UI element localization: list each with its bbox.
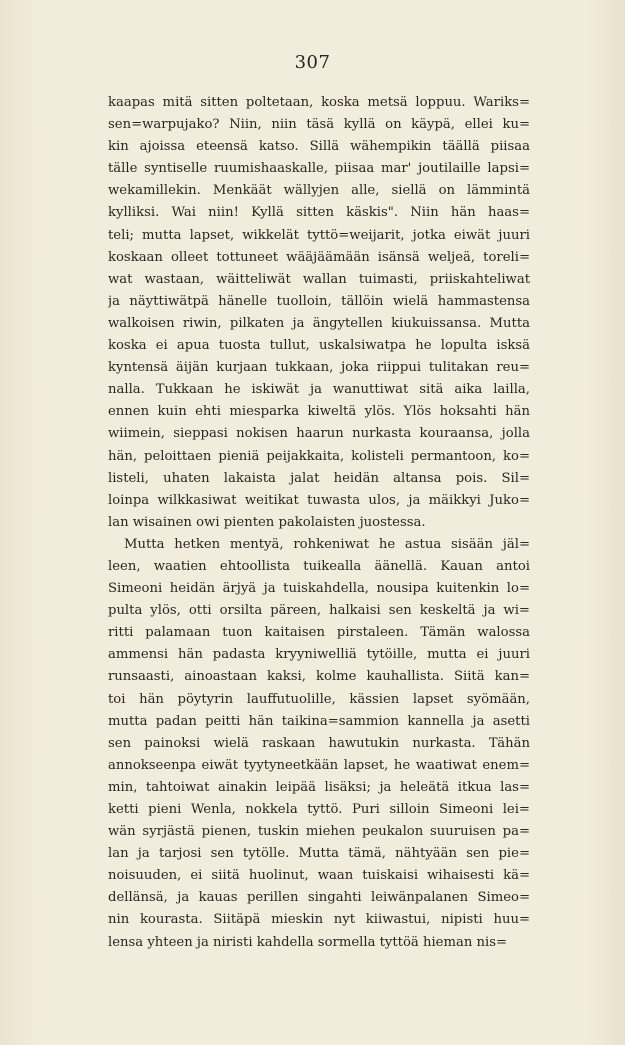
text-line: lensa yhteen ja niristi kahdella sormella tyttöä hieman nis= <box>108 934 508 950</box>
text-line: lan wisainen owi pienten pakolaisten juostessa. <box>108 514 426 530</box>
text-line: mutta padan peitti hän taikina=sammion kannella ja asetti <box>108 713 530 729</box>
text-line: sen painoksi wielä raskaan hawutukin nurkasta. Tähän <box>108 735 530 751</box>
text-line: walkoisen riwin, pilkaten ja ängytellen kiukuissansa. Mutta <box>108 315 530 331</box>
text-line: koska ei apua tuosta tullut, uskalsiwatpa he lopulta isksä <box>108 338 530 354</box>
text-line: wat wastaan, wäitteliwät wallan tuimasti, priiskahteliwat <box>108 271 530 287</box>
text-line: dellänsä, ja kauas perillen singahti leiwänpalanen Simeo= <box>108 890 530 906</box>
text-line: ketti pieni Wenla, nokkela tyttö. Puri silloin Simeoni lei= <box>108 802 530 817</box>
text-line: nin kourasta. Siitäpä mieskin nyt kiiwastui, nipisti huu= <box>108 912 530 928</box>
text-line: ammensi hän padasta kryyniwelliä tytöille, mutta ei juuri <box>108 647 530 663</box>
paragraph <box>108 92 530 534</box>
text-line: annokseenpa eiwät tyytyneetkään lapset, he waatiwat enem= <box>108 757 530 773</box>
text-line: listeli, uhaten lakaista jalat heidän altansa pois. Sil= <box>108 470 530 486</box>
body-text <box>108 92 530 954</box>
text-line: noisuuden, ei siitä huolinut, waan tuiskaisi wihaisesti kä= <box>108 868 530 884</box>
text-line: min, tahtoiwat ainakin leipää lisäksi; ja heleätä itkua las= <box>108 779 530 795</box>
text-line: nalla. Tukkaan he iskiwät ja wanuttiwat sitä aika lailla, <box>108 382 530 398</box>
text-line: ennen kuin ehti miesparka kiweltä ylös. Ylös hoksahti hän <box>108 404 530 420</box>
text-line: wiimein, sieppasi nokisen haarun nurkasta kouraansa, jolla <box>108 426 530 442</box>
text-line: Mutta hetken mentyä, rohkeniwat he astua sisään jäl= <box>124 536 530 552</box>
paragraph <box>108 534 530 954</box>
text-line: ritti palamaan tuon kaitaisen pirstaleen. Tämän walossa <box>108 625 530 641</box>
text-line: Simeoni heidän ärjyä ja tuiskahdella, nousipa kuitenkin lo= <box>108 581 530 597</box>
page-number: 307 <box>294 52 331 73</box>
text-line: kyntensä äijän kurjaan tukkaan, joka riippui tulitakan reu= <box>108 360 530 376</box>
text-line: sen=warpujako? Niin, niin täsä kyllä on käypä, ellei ku= <box>108 117 530 133</box>
text-line: leen, waatien ehtoollista tuikealla äänellä. Kauan antoi <box>108 558 530 574</box>
text-line: kaapas mitä sitten poltetaan, koska metsä loppuu. Wariks= <box>108 95 530 110</box>
text-line: wekamillekin. Menkäät wällyjen alle, siellä on lämmintä <box>108 183 530 199</box>
text-line: koskaan olleet tottuneet wääjäämään isänsä weljeä, toreli= <box>108 249 530 265</box>
text-line: pulta ylös, otti orsilta päreen, halkaisi sen keskeltä ja wi= <box>108 603 530 619</box>
text-line: ja näyttiwätpä hänelle tuolloin, tällöin wielä hammastensa <box>108 293 530 309</box>
text-line: hän, peloittaen pieniä peijakkaita, kolisteli permantoon, ko= <box>108 448 530 464</box>
text-line: loinpa wilkkasiwat weitikat tuwasta ulos, ja mäikkyi Juko= <box>108 492 530 508</box>
text-line: runsaasti, ainoastaan kaksi, kolme kauhallista. Siitä kan= <box>108 669 530 685</box>
text-line: wän syrjästä pienen, tuskin miehen peukalon suuruisen pa= <box>108 824 530 840</box>
text-line: tälle syntiselle ruumishaaskalle, piisaa mar' joutilaille lapsi= <box>108 161 530 177</box>
text-line: kin ajoissa eteensä katso. Sillä wähempikin täällä piisaa <box>108 139 530 155</box>
text-line: toi hän pöytyrin lauffutuolille, kässien lapset syömään, <box>108 691 530 707</box>
text-line: teli; mutta lapset, wikkelät tyttö=weijarit, jotka eiwät juuri <box>108 227 530 243</box>
text-line: kylliksi. Wai niin! Kyllä sitten käskis". Niin hän haas= <box>108 205 530 221</box>
text-line: lan ja tarjosi sen tytölle. Mutta tämä, nähtyään sen pie= <box>108 846 530 862</box>
